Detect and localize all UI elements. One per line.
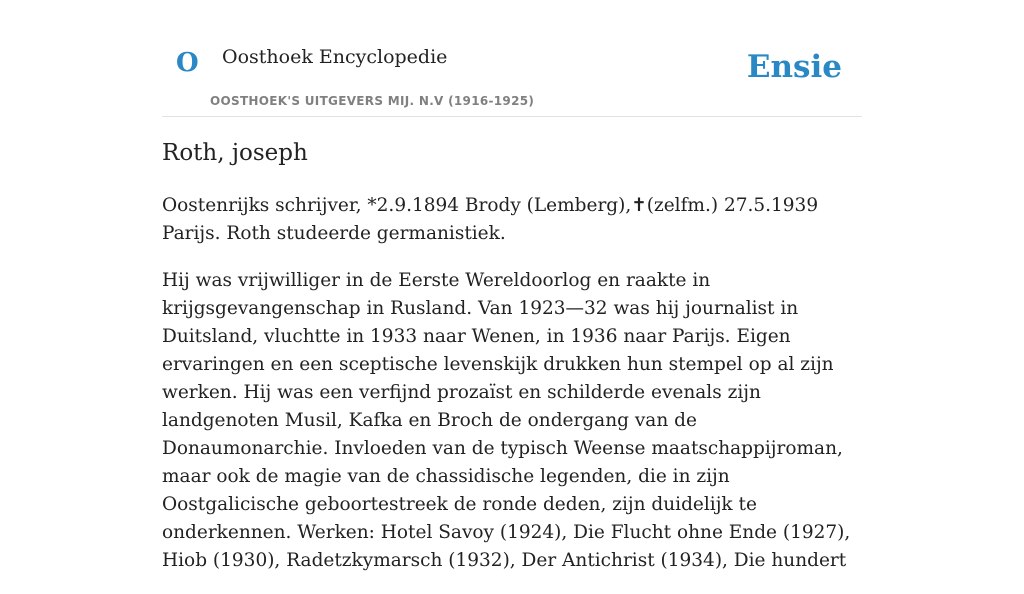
entry-paragraph: Hij was vrijwilliger in de Eerste Wereldoorlog en raakte in krijgsgevangenschap in Rusland. Van 1923—32 was hij journalist in Duitsland, vluchtte in 1933 naar Wenen, in 1936 naar Parijs. Eigen ervaringen en een sceptische levenskijk drukken hun stempel op al zijn werken. Hij was een verfijnd prozaïst en schilderde evenals zijn landgenoten Musil, Kafka en Broch de ondergang van de Donaumonarchie. Invloeden van de typisch Weense maatschappijroman, maar ook de magie van de chassidische legenden, die in zijn Oostgalicische geboortestreek de ronde deden, zijn duidelijk te onderkennen. Werken: Hotel Savoy (1924), Die Flucht ohne Ende (1927), Hiob (1930), Radetzkymarsch (1932), Der Antichrist (1934), Die hundert <box>162 270 851 571</box>
encyclopedia-title-link[interactable]: Oosthoek Encyclopedie <box>222 46 448 68</box>
site-header <box>162 0 862 117</box>
entry-body <box>162 192 862 594</box>
page <box>162 0 862 571</box>
ensie-logo-link[interactable]: Ensie <box>746 49 842 85</box>
encyclopedia-logo-icon[interactable]: O <box>176 48 199 78</box>
entry-title: Roth, joseph <box>162 140 308 166</box>
entry-paragraph: Oostenrijks schrijver, *2.9.1894 Brody (Lemberg),✝(zelfm.) 27.5.1939 Parijs. Roth studeerde germanistiek. <box>162 195 819 244</box>
publisher-label: OOSTHOEK'S UITGEVERS MIJ. N.V (1916-1925) <box>210 94 535 108</box>
